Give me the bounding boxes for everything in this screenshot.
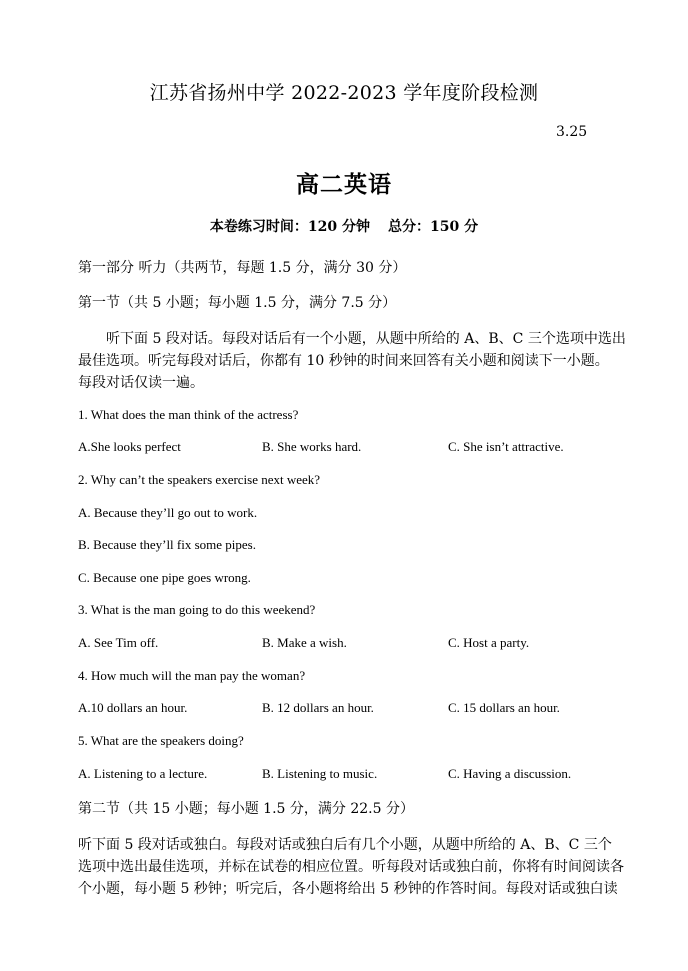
question-5-option-b: B. Listening to music. xyxy=(262,766,378,781)
section2-instruction-line: 个小题，每小题 5 秒钟；听完后，各小题将给出 5 秒钟的作答时间。每段对话或独白读 xyxy=(78,881,618,897)
question-5-option-a: A. Listening to a lecture. xyxy=(78,766,208,781)
question-2-option-b: B. Because they’ll fix some pipes. xyxy=(78,537,256,552)
question-4-option-a: A.10 dollars an hour. xyxy=(78,700,188,715)
question-4-option-c: C. 15 dollars an hour. xyxy=(448,700,560,715)
section1-title: 第一节（共 5 小题；每小题 1.5 分，满分 7.5 分） xyxy=(78,295,397,311)
question-3-option-c: C. Host a party. xyxy=(448,635,530,650)
section1-instruction-line: 每段对话仅读一遍。 xyxy=(78,375,204,391)
question-3: 3. What is the man going to do this weekend? xyxy=(78,602,316,617)
time-label: 本卷练习时间：120 分钟 xyxy=(209,219,370,235)
question-1-option-b: B. She works hard. xyxy=(262,439,362,454)
question-1-option-a: A.She looks perfect xyxy=(78,439,181,454)
question-4: 4. How much will the man pay the woman? xyxy=(78,668,306,683)
question-5-option-c: C. Having a discussion. xyxy=(448,766,572,781)
subject-title: 高二英语 xyxy=(296,171,392,198)
score-label: 总分：150 分 xyxy=(388,219,479,235)
question-2-option-a: A. Because they’ll go out to work. xyxy=(78,505,258,520)
exam-info xyxy=(0,216,688,236)
section2-instruction-line: 听下面 5 段对话或独白。每段对话或独白后有几个小题，从题中所给的 A、B、C 三个 xyxy=(78,837,612,853)
question-2-option-c: C. Because one pipe goes wrong. xyxy=(78,570,251,585)
question-3-option-b: B. Make a wish. xyxy=(262,635,347,650)
school-title: 江苏省扬州中学 2022-2023 学年度阶段检测 xyxy=(149,82,539,104)
exam-date: 3.25 xyxy=(556,124,588,140)
section1-instruction-line: 听下面 5 段对话。每段对话后有一个小题，从题中所给的 A、B、C 三个选项中选出 xyxy=(106,331,626,347)
section1-instruction-line: 最佳选项。听完每段对话后，你都有 10 秒钟的时间来回答有关小题和阅读下一小题。 xyxy=(78,353,609,369)
question-5: 5. What are the speakers doing? xyxy=(78,733,244,748)
part1-title: 第一部分 听力（共两节，每题 1.5 分，满分 30 分） xyxy=(78,260,407,276)
question-1-option-c: C. She isn’t attractive. xyxy=(448,439,564,454)
question-4-option-b: B. 12 dollars an hour. xyxy=(262,700,374,715)
question-1: 1. What does the man think of the actress? xyxy=(78,407,299,422)
question-3-option-a: A. See Tim off. xyxy=(78,635,159,650)
section2-title: 第二节（共 15 小题；每小题 1.5 分，满分 22.5 分） xyxy=(78,801,414,817)
section2-instruction-line: 选项中选出最佳选项，并标在试卷的相应位置。听每段对话或独白前，你将有时间阅读各 xyxy=(78,859,624,875)
question-2: 2. Why can’t the speakers exercise next week? xyxy=(78,472,321,487)
